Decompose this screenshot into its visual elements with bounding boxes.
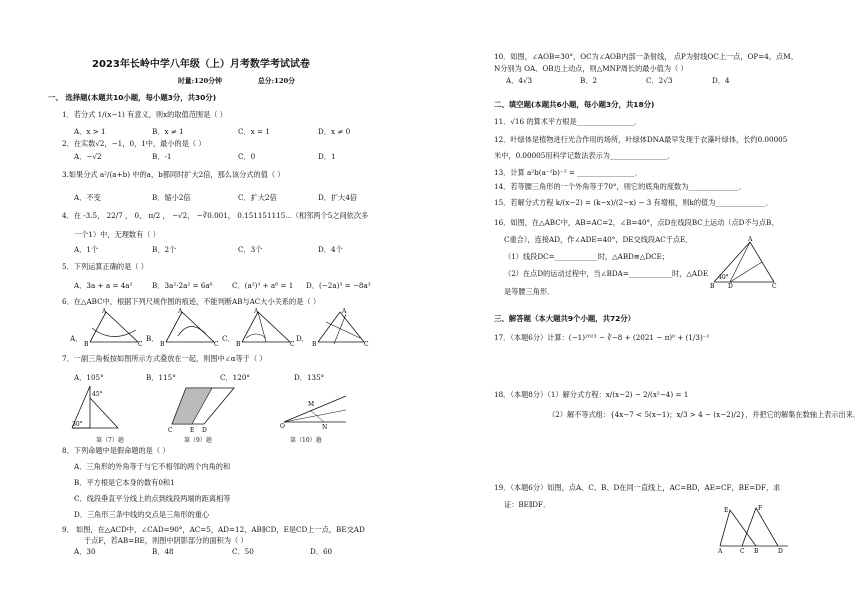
q3-option-c: C．扩大2倍 (238, 193, 277, 202)
q6-option-c: C． (222, 334, 235, 343)
q5-option-b: B．3a²·2a² = 6a⁶ (152, 281, 213, 290)
svg-text:40°: 40° (718, 274, 729, 281)
svg-text:O: O (280, 423, 285, 430)
svg-text:30°: 30° (72, 421, 83, 428)
svg-text:D: D (778, 548, 783, 555)
section1-heading: 一、 选择题(本题共10小题，每小题3分，共30分) (48, 93, 217, 102)
q19-line2: 证：BE∥DF． (504, 500, 551, 509)
svg-text:C: C (138, 341, 143, 348)
q10-stem: 10．如图，∠AOB=30°，OC为∠AOB内部一条射线， 点P为射线OC上一点，OP=4，点M、 (494, 52, 798, 61)
q7-option-a: A．105° (74, 373, 104, 382)
q16-line2: C重合），连接AD，作∠ADE=40°，DE交线段AC于点E． (504, 235, 693, 244)
q19-line1: 19．（本题6分）如图，点A、C、B、D在同一直线上，AC=BD，AE=CF，BE=DF，求 (494, 483, 781, 492)
svg-text:A: A (178, 308, 183, 315)
svg-text:D: D (728, 283, 733, 290)
q7-option-b: B．115° (146, 373, 176, 382)
q1-option-c: C．x = 1 (238, 127, 270, 136)
q3-option-d: D．扩大4倍 (318, 193, 358, 202)
q8-option-d: D．三角形三条中线的交点是三角形的重心 (74, 510, 210, 519)
svg-text:E: E (724, 507, 729, 514)
svg-text:B: B (84, 341, 89, 348)
q16-line5: 是等腰三角形． (504, 287, 555, 296)
q9-option-b: B．48 (152, 547, 174, 556)
fig19-triangles (716, 504, 792, 554)
svg-text:A: A (102, 308, 107, 315)
q7-option-d: D．135° (294, 373, 325, 382)
q10-option-a: A．4√3 (506, 76, 533, 85)
q9-stem: 9． 如图，在△ACD中，∠CAD=90°，AC=5，AD=12，AB∥CD，E是CD上一点，BE交AD (62, 525, 365, 534)
q2-option-d: D．1 (318, 152, 336, 161)
q6-figure-a (84, 308, 144, 346)
q10-option-b: B．2 (580, 76, 598, 85)
q3-option-a: A．不变 (74, 193, 101, 202)
q8-option-a: A．三角形的外角等于与它不相邻的两个内角的和 (74, 462, 231, 471)
svg-text:B: B (312, 341, 317, 348)
q3-option-b: B．缩小2倍 (152, 193, 191, 202)
svg-text:B: B (236, 341, 241, 348)
svg-text:D: D (202, 427, 207, 434)
q13-stem: 13．计算 a²b(a⁻¹b)⁻² = ________________． (494, 168, 642, 177)
q2-option-c: C．0 (238, 152, 256, 161)
q9-option-c: C．50 (232, 547, 254, 556)
section3-heading: 三、解答题（本大题共9个小题，共72分） (494, 314, 636, 323)
q4-stem-continued: 一个1）中，无理数有（ ） (74, 230, 160, 239)
q17-stem: 17．（本题6分）计算：(−1)²⁰²³ − ∛−8 + (2021 − π)⁰ + (1/3)⁻¹ (494, 333, 710, 342)
q16-line4: （2）在点D的运动过程中，当∠BDA=____________时，△ADE (504, 269, 709, 278)
q6-option-a: A． (70, 334, 83, 343)
q6-option-b: B． (146, 334, 159, 343)
q14-stem: 14．若等腰三角形的一个外角等于70°，则它的底角的度数为______________． (494, 182, 746, 191)
svg-text:C: C (290, 341, 295, 348)
q12-stem: 12．叶绿体是植物进行光合作用的场所，叶绿体DNA最早发现于衣藻叶绿体，长约0.00005 (494, 135, 788, 144)
q6-figure-d (312, 308, 372, 346)
q2-option-a: A．−√2 (74, 152, 102, 161)
q7-option-c: C．120° (220, 373, 250, 382)
fig7-triangles (68, 384, 122, 434)
svg-text:F: F (758, 505, 763, 512)
svg-text:A: A (718, 548, 723, 555)
q6-figure-b (160, 308, 220, 346)
fig10-angle (280, 388, 350, 430)
q16-line1: 16．如图，在△ABC中，AB=AC=2，∠B=40°，点D在线段BC上运动（点D不与点B、 (494, 218, 779, 227)
q2-option-b: B．-1 (152, 152, 172, 161)
svg-text:C: C (364, 341, 369, 348)
svg-text:E: E (190, 427, 195, 434)
q12-stem-continued: 米中，0.00005用科学记数法表示为________________． (494, 151, 675, 160)
svg-text:M: M (308, 401, 315, 408)
q18-line1: 18．（本题8分）（1）解分式方程：x/(x−2) − 2/(x²−4) = 1 (494, 390, 689, 399)
svg-text:A: A (748, 236, 753, 243)
svg-text:A: A (342, 308, 347, 315)
svg-text:B: B (754, 548, 759, 555)
q4-option-a: A．1个 (74, 245, 99, 254)
q4-option-c: C．3个 (238, 245, 263, 254)
right-page (430, 0, 860, 608)
q1-stem: 1．若分式 1/(x−1) 有意义，则x的取值范围是（ ） (62, 110, 227, 119)
q1-option-b: B．x ≠ 1 (152, 127, 184, 136)
svg-text:B: B (710, 283, 715, 290)
q4-stem: 4．在 -3.5， 22/7 ， 0， π/2 ， −√2， −∛0.001， 0.151151115⋯（相邻两个5之间依次多 (62, 211, 369, 220)
q5-option-d: D．(−2a)³ = −8a³ (306, 281, 371, 290)
fig9-caption: 第（9）趟 (184, 437, 212, 444)
q18-line2: （2）解不等式组：{4x−7 < 5(x−1)；x/3 > 4 − (x−2)/2}，并把它的解集在数轴上表示出来． (548, 410, 860, 419)
fig9-parallelogram (168, 384, 238, 432)
svg-text:C: C (214, 341, 219, 348)
q10-stem-continued: N分别为 OA、OB边上动点，则△MNP周长的最小值为（ ） (494, 64, 688, 73)
exam-title: 2023年长岭中学八年级（上）月考数学考试试卷 (92, 59, 310, 70)
q5-option-c: C．(a²)³ + a⁶ = 1 (232, 281, 294, 290)
q7-stem: 7．一副三角板按如图所示方式叠放在一起，则图中∠α等于（ ） (62, 354, 267, 363)
q2-stem: 2．在实数√2，−1，0，1中，最小的是（ ） (62, 139, 206, 148)
q16-line3: （1）线段DC=____________时，△ABD≌△DCE； (504, 252, 670, 261)
svg-text:45°: 45° (92, 391, 103, 398)
q3-stem: 3.如果分式 a²/(a+b) 中的a，b都同时扩大2倍，那么该分式的值（ ） (62, 170, 285, 179)
svg-text:N: N (322, 424, 328, 431)
q8-option-c: C．线段垂直平分线上的点到线段两端的距离相等 (74, 494, 231, 503)
q9-option-d: D．60 (310, 547, 333, 556)
q15-stem: 15．若解分式方程 k/(x−2) = (k−x)/(2−x) − 3 有增根，则k的值为______________． (494, 198, 773, 207)
q6-figure-c (236, 308, 296, 346)
svg-text:A: A (254, 308, 259, 315)
q11-stem: 11．√16 的算术平方根是________________． (494, 117, 642, 126)
q1-option-d: D．x ≠ 0 (318, 127, 351, 136)
svg-text:B: B (160, 341, 165, 348)
q10-option-c: C．2√3 (646, 76, 673, 85)
q9-option-a: A．30 (74, 547, 96, 556)
svg-text:C: C (168, 427, 173, 434)
fig7-caption: 第（7）趟 (96, 437, 124, 444)
fig10-caption: 第（10）趟 (290, 437, 322, 444)
exam-time: 时量:120分钟 (178, 77, 222, 85)
q6-stem: 6．在△ABC中，根据下列尺规作图的痕迹，不能判断AB与AC大小关系的是（ ） (62, 297, 321, 306)
q8-option-b: B．平方根是它本身的数有0和1 (74, 478, 175, 487)
q10-option-d: D．4 (712, 76, 730, 85)
q1-option-a: A．x > 1 (74, 127, 106, 136)
q8-stem: 8．下列命题中是假命题的是（ ） (62, 446, 170, 455)
q6-option-d: D． (296, 334, 309, 343)
svg-text:C: C (740, 548, 745, 555)
q4-option-b: B．2个 (152, 245, 177, 254)
exam-score: 总分:120分 (258, 77, 296, 85)
svg-text:C: C (772, 283, 777, 290)
fig16-triangle (710, 236, 777, 290)
section2-heading: 二、填空题(本题共6小题，每小题3分，共18分) (494, 100, 655, 109)
q5-option-a: A．3a + a = 4a² (74, 281, 133, 290)
q5-stem: 5．下列运算正确的是（ ） (62, 262, 148, 271)
q9-stem-continued: 于点F，若AB=BE，则图中阴影部分的面积为（ ） (84, 536, 248, 545)
q4-option-d: D．4个 (318, 245, 343, 254)
